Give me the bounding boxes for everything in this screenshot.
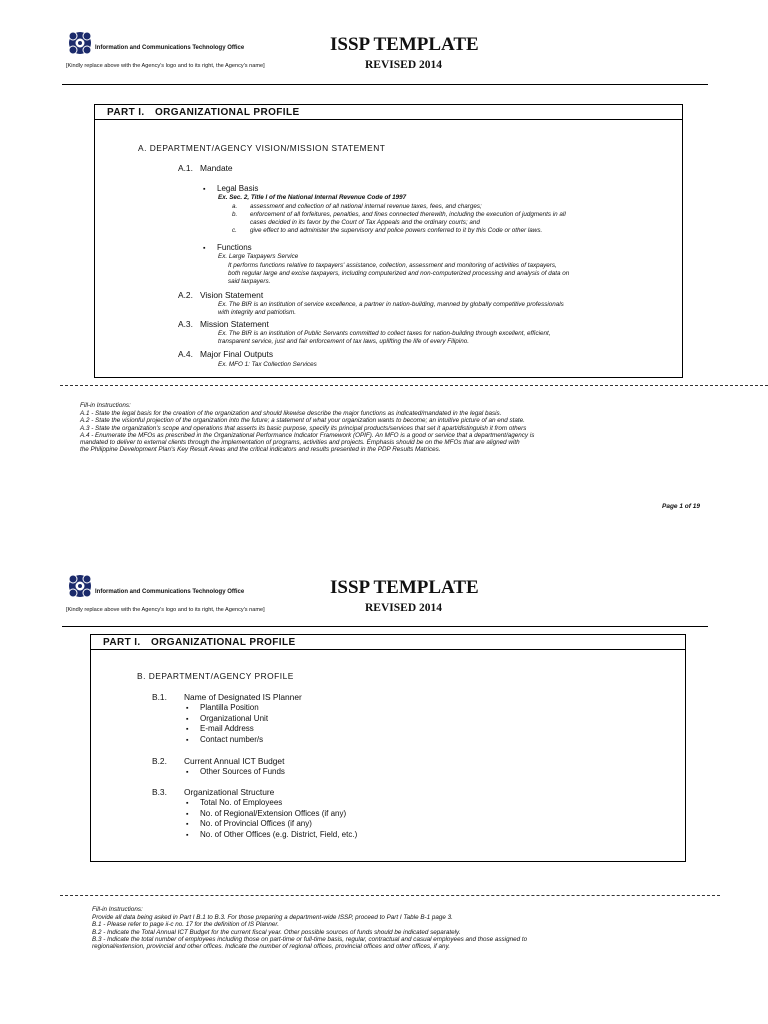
legal-item: c. give effect to and administer the supervisory and police powers conferred to it by this Code or other laws. — [232, 227, 543, 234]
legal-basis-item: ▪ Legal Basis — [203, 184, 258, 195]
part-number: PART I. — [107, 107, 145, 118]
b3-item: ▪ No. of Other Offices (e.g. District, Field, etc.) — [186, 830, 357, 841]
instruction-line: regional/extension, provincial and other offices. Indicate the number of regional offices, provincial offices and other offices, if any. — [92, 943, 450, 951]
legal-basis-example: Ex. Sec. 2, Title I of the National Internal Revenue Code of 1997 — [218, 194, 407, 201]
a4-example: Ex. MFO 1: Tax Collection Services — [218, 361, 317, 368]
agency-logo-icon — [68, 574, 92, 598]
functions-item: ▪ Functions — [203, 243, 252, 254]
b2-item: ▪ Other Sources of Funds — [186, 767, 285, 778]
instruction-line: A.1 - State the legal basis for the creation of the organization and should likewise describe the major functions as indicated/mandated in the legal basis. — [80, 410, 502, 417]
header-rule — [62, 84, 708, 85]
b3-list — [186, 798, 357, 840]
legal-items-list — [232, 203, 566, 235]
b2-label: Current Annual ICT Budget — [184, 756, 285, 766]
section-b-heading: B. DEPARTMENT/AGENCY PROFILE — [137, 671, 294, 681]
instruction-line: the Philippine Development Plan's Key Result Areas and the critical indicators and results presented in the PDP Results Matrices. — [80, 446, 441, 454]
b3-label: Organizational Structure — [184, 787, 275, 797]
a1-label: Mandate — [200, 163, 233, 173]
functions-description — [228, 262, 569, 286]
part-number: PART I. — [103, 637, 141, 648]
replace-note: [Kindly replace above with the Agency's logo and to its right, the Agency's name] — [66, 63, 265, 69]
functions-example: Ex. Large Taxpayers Service — [218, 253, 299, 260]
instruction-line: B.1 - Please refer to page ii-c no. 17 for the definition of IS Planner. — [92, 921, 280, 929]
a2-number: A.2. — [178, 290, 193, 300]
page-number: Page 1 of 19 — [662, 503, 700, 510]
doc-revised: REVISED 2014 — [365, 602, 443, 614]
b3-item: ▪ No. of Provincial Offices (if any) — [186, 819, 357, 830]
functions-line: It performs functions relative to taxpayers' assistance, collection, assessment and monitoring of activities of taxpayers, — [228, 262, 557, 269]
b2-list — [186, 767, 285, 778]
b3-item: ▪ No. of Regional/Extension Offices (if any) — [186, 809, 357, 820]
legal-item: cases decided in its favor by the Court of Tax Appeals and the ordinary courts; and — [250, 219, 480, 226]
functions-line: both regular large and excise taxpayers, including computerized and non-computerized processing and analysis of data on — [228, 270, 570, 277]
a2-line: Ex. The BIR is an institution of service excellence, a partner in nation-building, manned by globally competitive professionals — [218, 301, 564, 308]
instruction-line: A.4 - Enumerate the MFOs as prescribed in the Organizational Performance Indicator Framework (OPIF). An MFO is a good or service that a department/agency is — [80, 431, 535, 439]
a3-line: Ex. The BIR is an institution of Public Servants committed to collect taxes for nation-building through excellent, efficient, — [218, 330, 551, 337]
a1-number: A.1. — [178, 163, 193, 173]
legal-item: a. assessment and collection of all national internal revenue taxes, fees, and charges; — [232, 203, 482, 210]
instruction-line: mandated to deliver to external clients through the implementation of programs, activities and projects. Emphasis should be on the MFOs that are aligned with — [80, 439, 520, 447]
part-title: ORGANIZATIONAL PROFILE — [151, 637, 296, 648]
instruction-line: B.2 - Indicate the Total Annual ICT Budget for the current fiscal year. Other possible sources of funds should be indicated separately. — [92, 928, 461, 936]
doc-title: ISSP TEMPLATE — [330, 577, 479, 598]
section-a-heading: A. DEPARTMENT/AGENCY VISION/MISSION STATEMENT — [138, 143, 386, 153]
a3-number: A.3. — [178, 319, 193, 329]
a4-label: Major Final Outputs — [200, 349, 274, 359]
instruction-line: A.2 - State the visionful projection of the organization into the future; a statement of what your organization wants to become; an intuitive picture of an end state. — [80, 417, 525, 425]
office-name: Information and Communications Technology Office — [95, 45, 245, 51]
b1-list — [186, 703, 268, 745]
b1-label: Name of Designated IS Planner — [184, 692, 302, 702]
functions-line: said taxpayers. — [228, 278, 271, 285]
instruction-line: B.3 - Indicate the total number of employees including those on part-time or full-time basis, regular, contractual and casual employees and those assigned to — [92, 935, 528, 943]
part-title: ORGANIZATIONAL PROFILE — [155, 107, 300, 118]
b1-item: ▪ Organizational Unit — [186, 714, 268, 725]
fill-in-instructions — [92, 914, 527, 950]
a2-text — [218, 301, 564, 317]
header-rule — [62, 626, 708, 627]
agency-logo-icon — [68, 31, 92, 55]
b1-item: ▪ Contact number/s — [186, 735, 268, 746]
instruction-line: A.3 - State the organization's scope and operations that asserts its basic purpose, specify its principal products/services that set it apart/distinguish it from others — [80, 424, 527, 432]
instructions-divider — [60, 385, 768, 386]
fill-in-title: Fill-in Instructions: — [92, 906, 143, 913]
instructions-divider — [60, 895, 720, 896]
part-box — [90, 634, 686, 862]
fill-in-instructions — [80, 410, 534, 454]
doc-title: ISSP TEMPLATE — [330, 34, 479, 55]
b1-number: B.1. — [152, 692, 167, 702]
b3-item: ▪ Total No. of Employees — [186, 798, 357, 809]
b1-item: ▪ Plantilla Position — [186, 703, 268, 714]
replace-note: [Kindly replace above with the Agency's logo and to its right, the Agency's name] — [66, 607, 265, 613]
a4-number: A.4. — [178, 349, 193, 359]
part-heading — [91, 635, 685, 650]
fill-in-title: Fill-in Instructions: — [80, 402, 131, 409]
b2-number: B.2. — [152, 756, 167, 766]
a2-label: Vision Statement — [200, 290, 264, 300]
legal-item: b. enforcement of all forfeitures, penalties, and fines connected therewith, including the execution of judgments in all — [232, 211, 566, 218]
instruction-line: Provide all data being asked in Part I B.1 to B.3. For those preparing a department-wide ISSP, proceed to Part I Table B-1 page 3. — [92, 914, 453, 921]
part-heading — [95, 105, 682, 120]
a3-text — [218, 330, 551, 346]
doc-revised: REVISED 2014 — [365, 59, 443, 71]
a3-line: transparent service, just and fair enforcement of tax laws, uplifting the life of every Filipino. — [218, 338, 469, 345]
b3-number: B.3. — [152, 787, 167, 797]
a2-line: with integrity and patriotism. — [218, 309, 297, 316]
office-name: Information and Communications Technology Office — [95, 589, 245, 595]
a3-label: Mission Statement — [200, 319, 269, 329]
b1-item: ▪ E-mail Address — [186, 724, 268, 735]
